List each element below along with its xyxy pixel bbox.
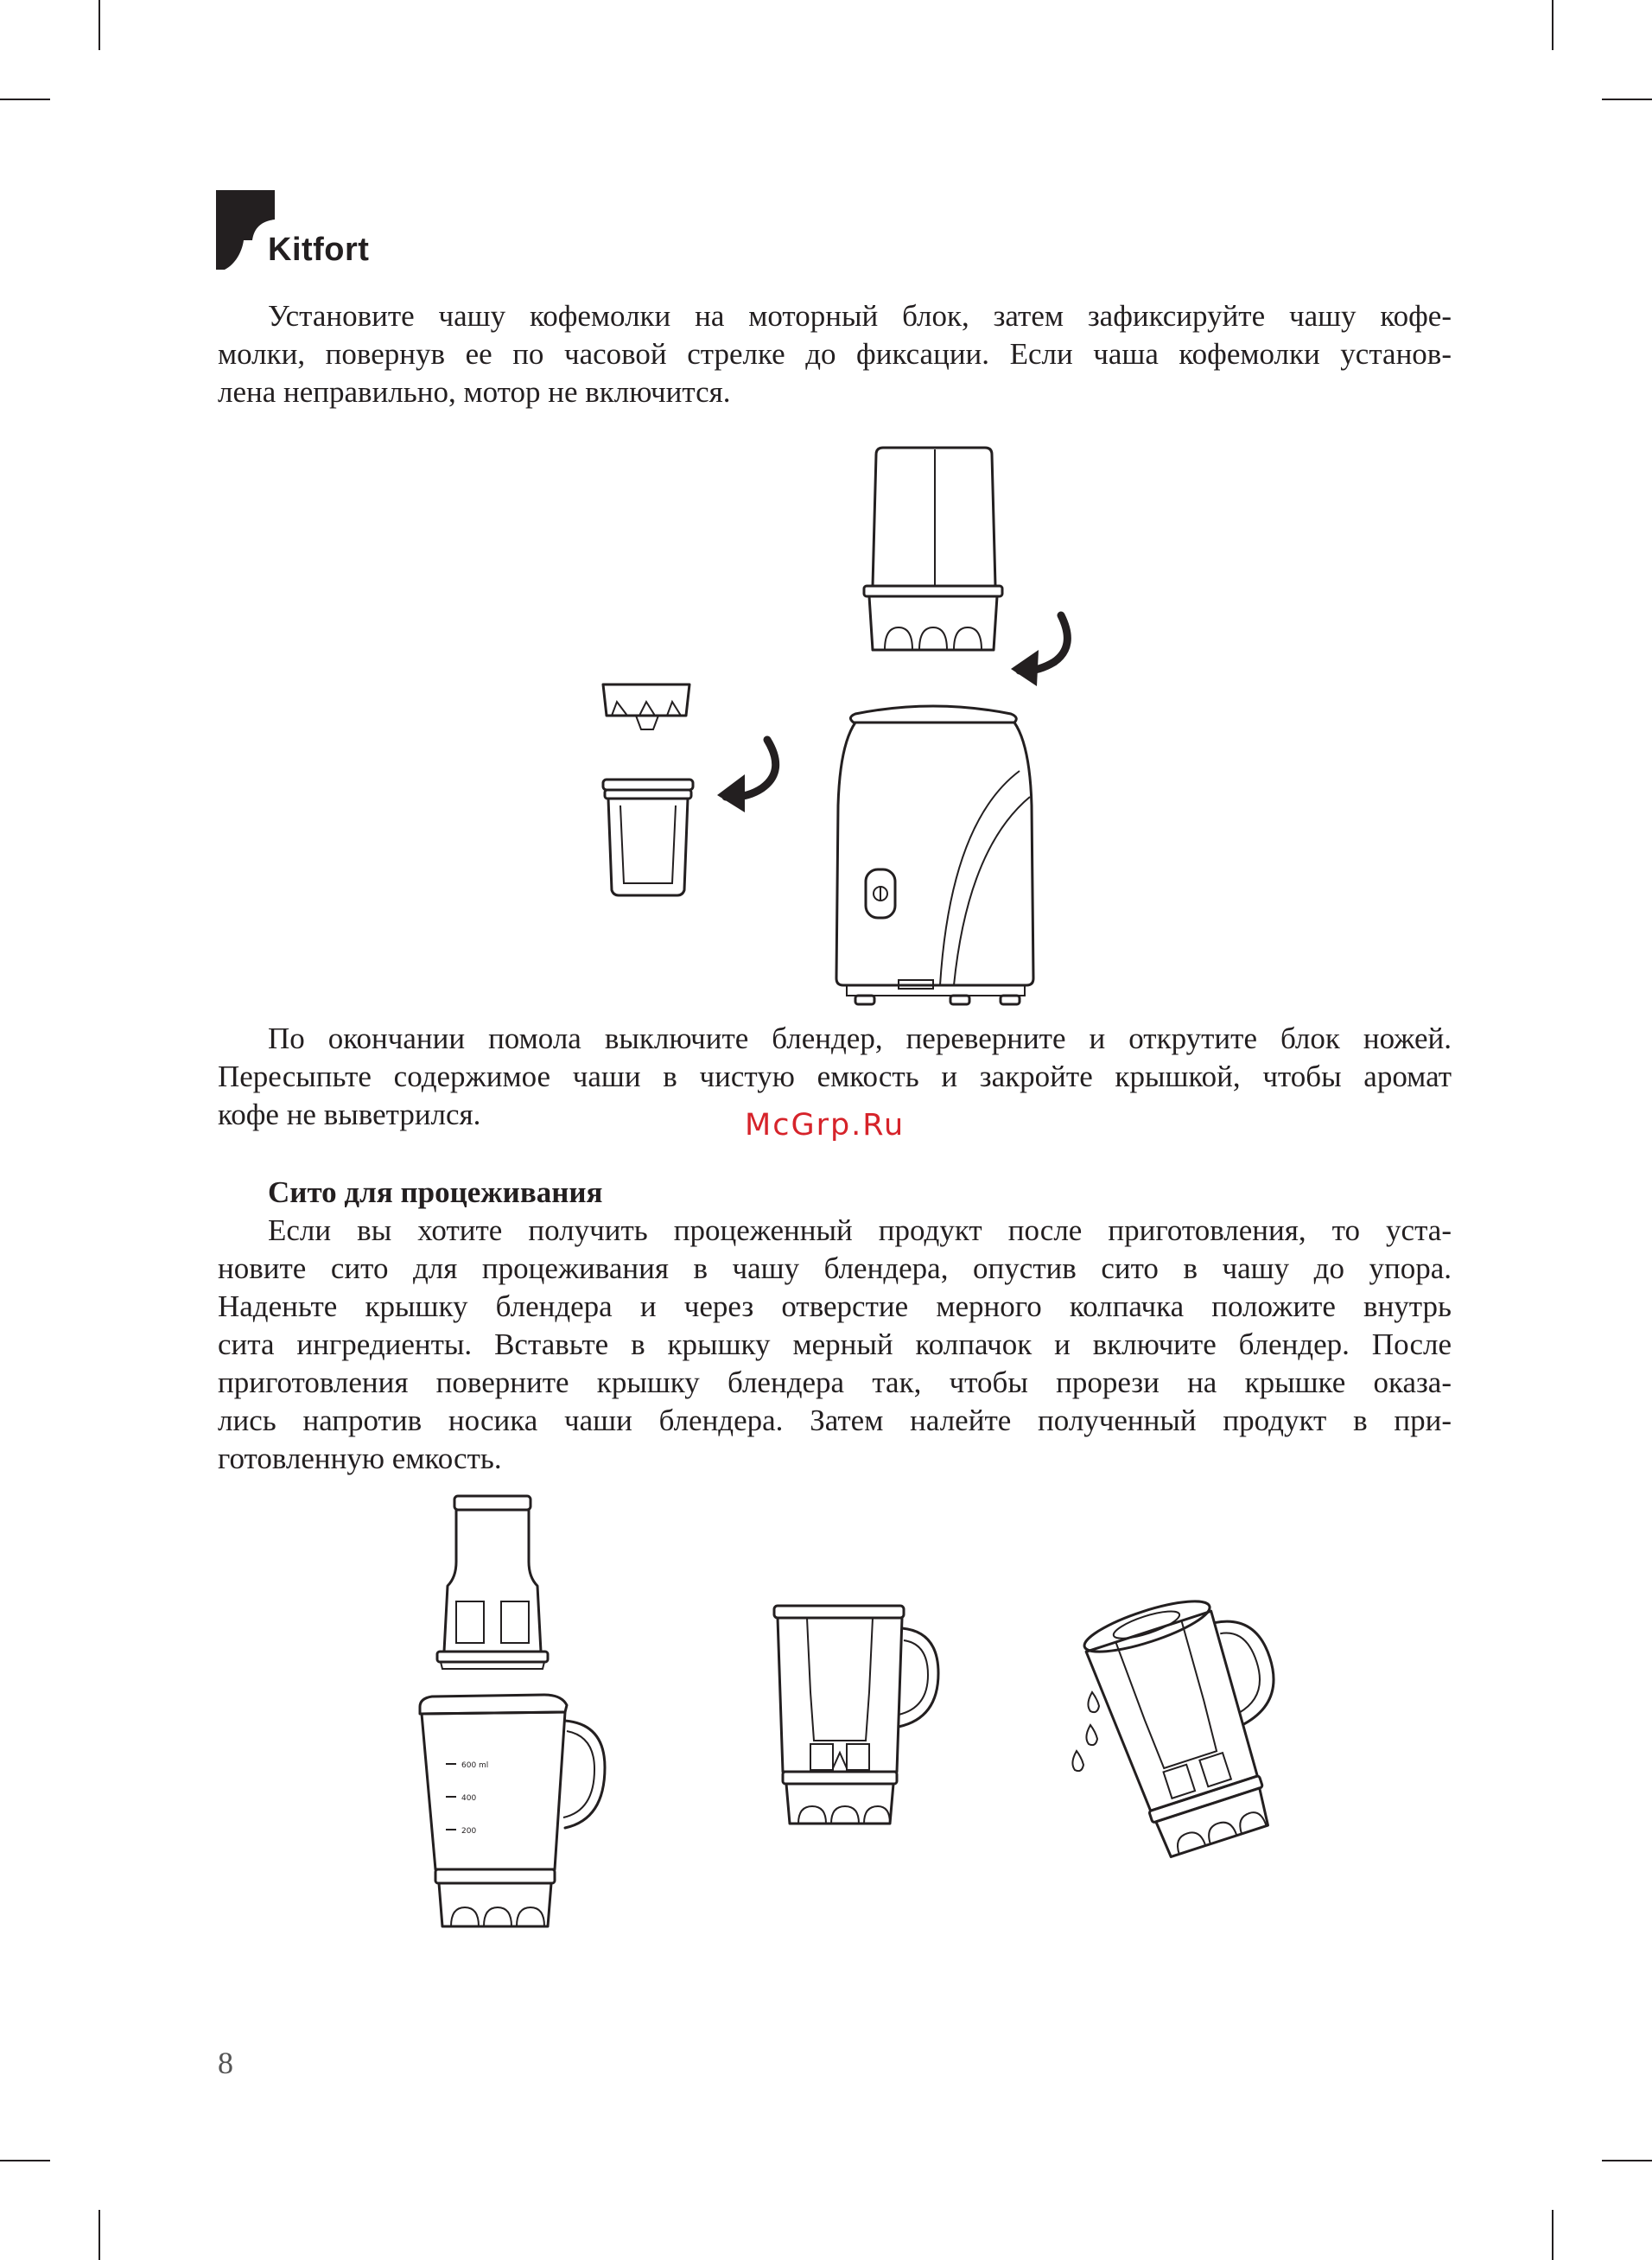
text-line: Пересыпьте содержимое чаши в чистую емкость и закройте крышкой, чтобы аромат	[218, 1060, 1452, 1093]
text-line: готовленную емкость.	[218, 1442, 502, 1475]
crop-mark	[1602, 2160, 1652, 2161]
text-line: новите сито для процеживания в чашу блендера, опустив сито в чашу до упора.	[218, 1251, 1452, 1285]
grinder-cup	[864, 448, 1002, 650]
crop-mark	[98, 2210, 100, 2260]
text-line: По окончании помола выключите блендер, переверните и открутите блок ножей.	[268, 1022, 1452, 1055]
crop-mark	[0, 99, 50, 100]
text-line: Установите чашу кофемолки на моторный блок, затем зафиксируйте чашу кофе-	[268, 299, 1452, 333]
rotate-clockwise-arrow-icon	[717, 740, 776, 812]
crop-mark	[1552, 2210, 1554, 2260]
paragraph-install-grinder	[218, 297, 1452, 411]
watermark: McGrp.Ru	[745, 1108, 905, 1143]
motor-base	[836, 706, 1033, 1004]
personal-cup	[603, 780, 693, 895]
text-line: Если вы хотите получить процеженный продукт после приготовления, то уста-	[268, 1213, 1452, 1247]
crop-mark	[1602, 99, 1652, 100]
kitfort-logo	[216, 187, 389, 273]
pouring-jug-illustration	[1071, 1590, 1322, 1849]
jug-scale-200: 200	[461, 1827, 477, 1836]
sieve-and-jug-illustration	[406, 1491, 613, 1940]
text-line: молки, повернув ее по часовой стрелке до фиксации. Если чаша кофемолки установ-	[218, 337, 1452, 371]
text-line: лись напротив носика чаши блендера. Затем налейте полученный продукт в при-	[218, 1404, 1452, 1437]
crop-mark	[1552, 0, 1554, 50]
crop-mark	[98, 0, 100, 50]
assembled-jug-illustration	[760, 1597, 950, 1839]
jug-scale-400: 400	[461, 1794, 477, 1803]
grinder-assembly-illustration	[588, 442, 1106, 1013]
page-number: 8	[218, 2046, 233, 2080]
text-line: кофе не выветрился.	[218, 1098, 481, 1131]
text-line: Наденьте крышку блендера и через отверстие мерного колпачка положите внутрь	[218, 1289, 1452, 1323]
text-line: сита ингредиенты. Вставьте в крышку мерный колпачок и включите блендер. После	[218, 1327, 1452, 1361]
blender-jug	[420, 1695, 605, 1926]
text-line: приготовления поверните крышку блендера так, чтобы прорези на крышке оказа-	[218, 1366, 1452, 1399]
jug-scale-600: 600 ml	[461, 1761, 489, 1770]
section-heading-sieve: Сито для процеживания	[268, 1175, 603, 1209]
paragraph-sieve-usage	[218, 1212, 1452, 1478]
sieve	[437, 1496, 548, 1669]
text-line: лена неправильно, мотор не включится.	[218, 375, 731, 409]
blade-unit	[603, 684, 689, 729]
liquid-drop-icon	[1072, 1692, 1099, 1771]
crop-mark	[0, 2160, 50, 2161]
rotate-clockwise-arrow-icon	[1011, 615, 1067, 686]
logo-brand-name: Kitfort	[268, 232, 370, 268]
